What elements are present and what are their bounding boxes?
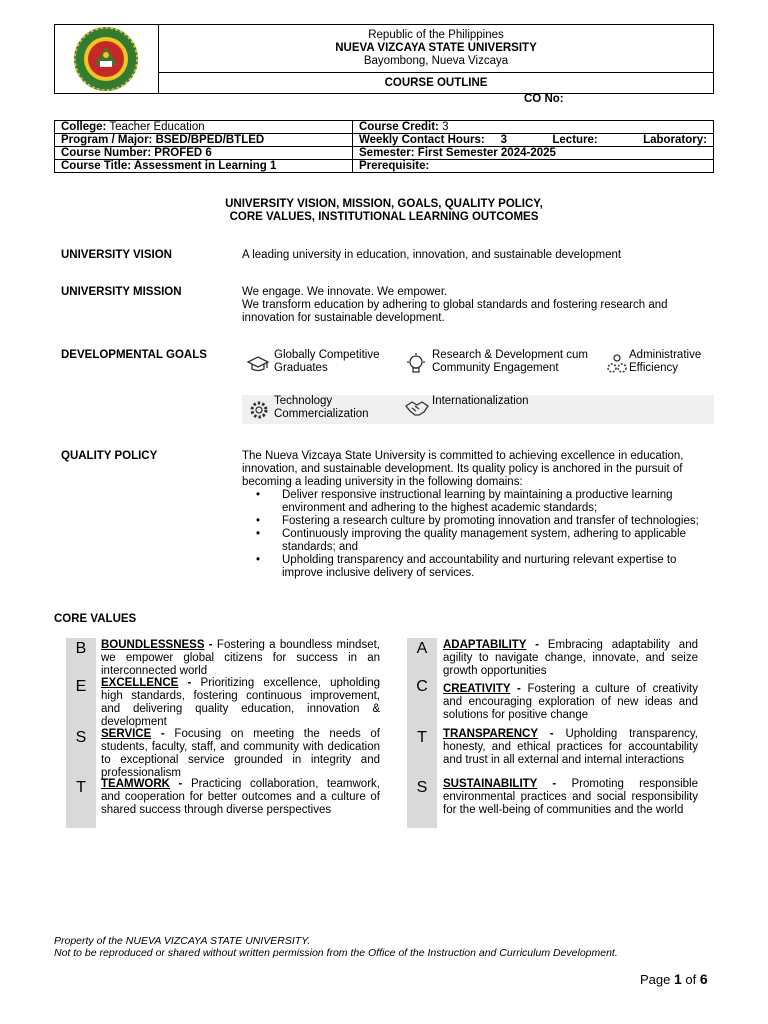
- college-value: Teacher Education: [109, 121, 205, 133]
- program-cell: [55, 134, 353, 147]
- research-bulb-icon: [404, 352, 428, 376]
- core-value-name: TEAMWORK: [101, 778, 170, 790]
- footer-line1: Property of the NUEVA VIZCAYA STATE UNIVERSITY.: [54, 935, 311, 947]
- semester-cell: [353, 147, 714, 160]
- section-title-line1: UNIVERSITY VISION, MISSION, GOALS, QUALITY POLICY,: [225, 198, 543, 210]
- core-value-adaptability: [443, 639, 698, 678]
- table-row: [55, 121, 714, 134]
- handshake-icon: [404, 396, 430, 420]
- core-value-desc: Prioritizing excellence, upholding high standards, fostering continuous improvement, and delivering quality education, innovation & development: [101, 677, 380, 728]
- list-item: • Upholding transparency and accountability and nurturing relevant expertise to improve inclusive delivery of services.: [282, 554, 704, 580]
- goal-line1: Globally Competitive: [274, 349, 380, 361]
- goal-text: [629, 349, 701, 375]
- footer-line2: Not to be reproduced or shared without written permission from the Office of the Instruction and Curriculum Development.: [54, 947, 618, 959]
- header-title-cell: [159, 25, 713, 73]
- goal-internationalization: [404, 395, 604, 420]
- university-seal-logo: [55, 25, 158, 93]
- core-value-sep: -: [526, 639, 548, 651]
- core-value-creativity: [443, 683, 698, 722]
- goal-line2: Efficiency: [629, 362, 679, 374]
- core-letter: T: [76, 779, 86, 796]
- contact-hours-row: [359, 134, 707, 146]
- document-title: COURSE OUTLINE: [384, 77, 488, 89]
- core-value-sustainability: [443, 778, 698, 817]
- goal-globally-competitive: [246, 349, 406, 377]
- core-value-desc: Fostering a boundless mindset, we empower global citizens for success in an interconnected world: [101, 639, 380, 677]
- semester: Semester: First Semester 2024-2025: [359, 147, 556, 159]
- course-number: Course Number: PROFED 6: [61, 147, 212, 159]
- page-of: of: [681, 972, 700, 987]
- course-number-cell: [55, 147, 353, 160]
- core-value-sep: -: [204, 639, 217, 651]
- credit-value: 3: [442, 121, 449, 133]
- core-value-name: ADAPTABILITY: [443, 639, 527, 651]
- laboratory-label: Laboratory:: [643, 134, 707, 146]
- core-value-desc: Focusing on meeting the needs of students, faculty, staff, and community with dedication to exceptional service grounded in integrity and professionalism: [101, 728, 380, 779]
- table-row: [55, 134, 714, 147]
- core-letter: C: [416, 678, 428, 695]
- mission-label: UNIVERSITY MISSION: [61, 286, 182, 298]
- quality-policy-label: QUALITY POLICY: [61, 450, 158, 462]
- college-label: College:: [61, 121, 107, 133]
- goal-line2: Community Engagement: [432, 362, 559, 374]
- goal-administrative-efficiency: [606, 349, 714, 376]
- core-value-desc: Practicing collaboration, teamwork, and cooperation for better outcomes and a culture of shared success through diverse perspectives: [101, 778, 380, 816]
- co-number-label: CO No:: [524, 93, 564, 105]
- list-item: • Fostering a research culture by promoting innovation and transfer of technologies;: [282, 515, 704, 528]
- quality-policy-text: [242, 450, 704, 580]
- core-value-desc: Fostering a culture of creativity and encouraging exploration of new ideas and solutions for positive change: [443, 683, 698, 721]
- section-title-line2: CORE VALUES, INSTITUTIONAL LEARNING OUTCOMES: [229, 211, 539, 223]
- course-title: Course Title: Assessment in Learning 1: [61, 160, 277, 172]
- core-letter: B: [75, 640, 87, 657]
- core-value-sep: -: [178, 677, 201, 689]
- core-value-name: EXCELLENCE: [101, 677, 179, 689]
- goal-line1: Technology: [274, 395, 333, 407]
- core-value-name: CREATIVITY: [443, 683, 511, 695]
- goal-line1: Research & Development cum: [432, 349, 588, 361]
- quality-policy-list: [242, 489, 704, 580]
- contact-value: 3: [500, 134, 508, 146]
- admin-gears-icon: [606, 352, 628, 376]
- vision-label: UNIVERSITY VISION: [61, 249, 172, 261]
- goal-line2: Commercialization: [274, 408, 369, 420]
- goal-text: [274, 395, 369, 421]
- prerequisite-cell: [353, 160, 714, 173]
- college-cell: [55, 121, 353, 134]
- contact-hours-cell: [353, 134, 714, 147]
- quality-policy-intro: The Nueva Vizcaya State University is committed to achieving excellence in education, innovation, and sustainable development. Its quality policy is anchored in the pursuit of becoming a leading university in the following domains:: [242, 450, 684, 488]
- page-total: 6: [699, 971, 708, 987]
- goal-line1: Administrative: [629, 349, 702, 361]
- core-value-boundlessness: [101, 639, 380, 678]
- republic-text: Republic of the Philippines: [368, 29, 504, 41]
- list-item: • Deliver responsive instructional learning by maintaining a productive learning environment and adhering to the highest academic standards;: [282, 489, 704, 515]
- core-values-label: CORE VALUES: [54, 613, 137, 625]
- goal-text: [432, 395, 529, 408]
- graduation-cap-icon: [246, 353, 270, 377]
- contact-label: Weekly Contact Hours:: [359, 134, 485, 146]
- core-letter: S: [416, 779, 428, 796]
- core-value-desc: Embracing adaptability and agility to navigate change, innovate, and seize growth opportunities: [443, 639, 698, 677]
- core-value-teamwork: [101, 778, 380, 817]
- goals-label: DEVELOPMENTAL GOALS: [61, 349, 207, 361]
- goal-technology-commercialization: [246, 395, 406, 423]
- table-row: [55, 147, 714, 160]
- core-value-name: BOUNDLESSNESS: [101, 639, 205, 651]
- core-value-sep: -: [510, 683, 528, 695]
- core-letter: T: [417, 729, 427, 746]
- core-value-sep: -: [537, 728, 566, 740]
- page-number: [640, 971, 708, 987]
- program-text: Program / Major: BSED/BPED/BTLED: [61, 134, 265, 146]
- vision-text: A leading university in education, innovation, and sustainable development: [242, 249, 622, 261]
- core-letter: E: [75, 678, 87, 695]
- goal-text: [274, 349, 379, 375]
- core-value-sep: -: [151, 728, 175, 740]
- mission-text: [242, 286, 712, 325]
- core-value-name: SERVICE: [101, 728, 152, 740]
- list-item: • Continuously improving the quality management system, adhering to applicable standards; and: [282, 528, 704, 554]
- core-value-name: TRANSPARENCY: [443, 728, 538, 740]
- core-value-sep: -: [170, 778, 191, 790]
- university-name: NUEVA VIZCAYA STATE UNIVERSITY: [335, 42, 537, 54]
- goal-line1: Internationalization: [432, 395, 529, 407]
- page-current: 1: [673, 971, 682, 987]
- document-header: [54, 24, 714, 94]
- goal-text: [432, 349, 588, 375]
- university-location: Bayombong, Nueva Vizcaya: [363, 55, 509, 67]
- mission-line1: We engage. We innovate. We empower.: [242, 286, 448, 298]
- core-value-transparency: [443, 728, 698, 767]
- core-letter: S: [75, 729, 87, 746]
- technology-gear-icon: [246, 397, 272, 423]
- course-info-table: [54, 120, 714, 173]
- table-row: [55, 160, 714, 173]
- credit-label: Course Credit:: [359, 121, 439, 133]
- prerequisite: Prerequisite:: [359, 160, 430, 172]
- contact-hours-label: [359, 134, 507, 146]
- core-value-name: SUSTAINABILITY: [443, 778, 538, 790]
- page-prefix: Page: [640, 972, 674, 987]
- core-value-excellence: [101, 677, 380, 729]
- core-letter: A: [416, 640, 428, 657]
- logo-cell: [55, 25, 159, 93]
- credit-cell: [353, 121, 714, 134]
- core-value-desc: Promoting responsible environmental practices and social responsibility for the well-being of communities and the world: [443, 778, 698, 816]
- course-title-cell: [55, 160, 353, 173]
- goal-line2: Graduates: [274, 362, 328, 374]
- mission-line2: We transform education by adhering to global standards and fostering research and innovation for sustainable development.: [242, 299, 668, 324]
- core-value-service: [101, 728, 380, 780]
- footer-notice: [54, 935, 618, 959]
- core-value-desc: Upholding transparency, honesty, and ethical practices for accountability and trust in all external and internal interactions: [443, 728, 698, 766]
- lecture-label: Lecture:: [552, 134, 598, 146]
- goal-research-development: [404, 349, 604, 376]
- section-title: [54, 198, 714, 224]
- core-value-sep: -: [537, 778, 572, 790]
